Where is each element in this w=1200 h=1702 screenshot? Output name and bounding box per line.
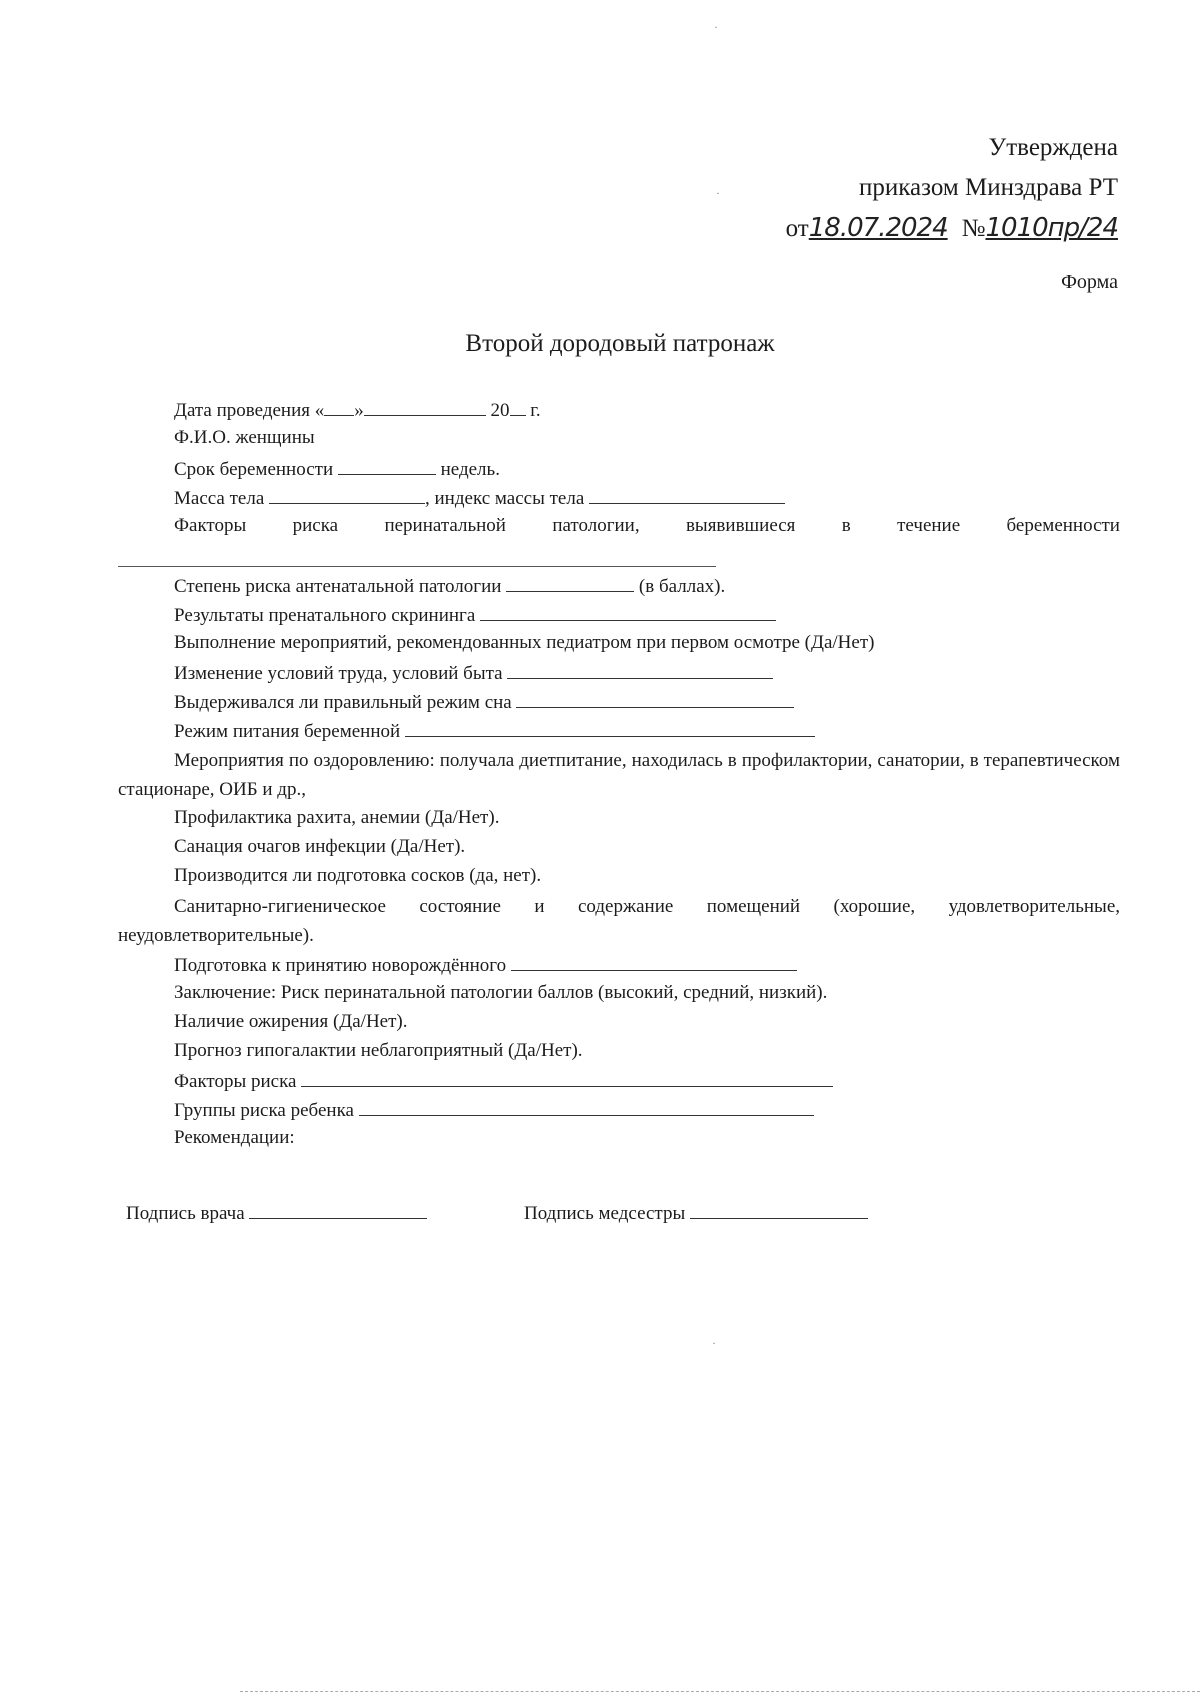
approval-number-handwritten: 1010пр/24 — [985, 213, 1118, 243]
conditions-label: Изменение условий труда, условий быта — [174, 663, 503, 684]
approval-block — [786, 128, 1118, 249]
field-nipples: Производится ли подготовка сосков (да, нет). — [174, 865, 542, 886]
field-sanation: Санация очагов инфекции (Да/Нет). — [174, 836, 466, 857]
date-year-prefix: 20 — [490, 400, 510, 421]
scan-edge-line — [240, 1691, 1200, 1692]
approval-line-2: приказом Минздрава РТ — [859, 174, 1118, 201]
scan-speck: · — [714, 20, 718, 34]
date-year-blank[interactable] — [510, 397, 526, 416]
risk-word: течение — [897, 515, 961, 536]
date-prefix: Дата проведения « — [174, 400, 325, 421]
sleep-blank[interactable] — [516, 689, 794, 708]
date-suffix: г. — [530, 400, 541, 421]
risk-word: беременности — [1006, 515, 1120, 536]
sleep-label: Выдерживался ли правильный режим сна — [174, 692, 512, 713]
field-nutrition — [174, 718, 815, 744]
page-title: Второй дородовый патронаж — [465, 330, 775, 357]
risk-word: в — [841, 515, 851, 536]
field-screening — [174, 602, 776, 628]
risk-degree-prefix: Степень риска антенатальной патологии — [174, 576, 502, 597]
doctor-signature-blank[interactable] — [249, 1200, 427, 1219]
nutrition-blank[interactable] — [405, 718, 815, 737]
field-risk-degree — [174, 573, 725, 599]
mass-mid: , индекс массы тела — [425, 488, 585, 509]
doctor-signature — [126, 1200, 427, 1225]
approval-date-handwritten: 18.07.2024 — [808, 213, 948, 243]
risk-word: риска — [292, 515, 339, 536]
field-health-measures: Мероприятия по оздоровлению: получала диетпитание, находилась в профилактории, санатории, в терапевтическом стационаре, ОИБ и др., — [118, 750, 1120, 800]
field-conditions — [174, 660, 773, 686]
field-sanitary: Санитарно-гигиеническое состояние и содержание помещений (хорошие, удовлетворительные, неудовлетворительные). — [118, 896, 1120, 946]
mass-blank[interactable] — [269, 485, 425, 504]
newborn-prep-label: Подготовка к принятию новорождённого — [174, 955, 507, 976]
conditions-blank[interactable] — [507, 660, 773, 679]
risk-word: выявившиеся — [685, 515, 796, 536]
mass-prefix: Масса тела — [174, 488, 265, 509]
risk-word: перинатальной — [384, 515, 506, 536]
field-child-risk-groups — [174, 1097, 814, 1123]
field-risk-factors — [174, 1068, 833, 1094]
scan-speck: · — [716, 186, 720, 200]
field-recommendations: Рекомендации: — [174, 1127, 295, 1148]
risk-word: патологии, — [552, 515, 640, 536]
bmi-blank[interactable] — [589, 485, 785, 504]
risk-factors-blank[interactable] — [118, 566, 716, 567]
approval-order-line — [786, 208, 1118, 249]
field-obesity: Наличие ожирения (Да/Нет). — [174, 1011, 408, 1032]
term-blank[interactable] — [338, 456, 436, 475]
nutrition-label: Режим питания беременной — [174, 721, 401, 742]
child-risk-groups-label: Группы риска ребенка — [174, 1100, 354, 1121]
form-label: Форма — [1061, 271, 1118, 293]
field-term — [174, 456, 500, 482]
field-fio: Ф.И.О. женщины — [174, 427, 315, 448]
risk-degree-suffix: (в баллах). — [638, 576, 726, 597]
field-conclusion: Заключение: Риск перинатальной патологии баллов (высокий, средний, низкий). — [174, 982, 828, 1003]
field-risk-factors-pregnancy — [174, 514, 1120, 538]
approval-line-1: Утверждена — [988, 134, 1118, 161]
newborn-prep-blank[interactable] — [511, 952, 797, 971]
field-rickets: Профилактика рахита, анемии (Да/Нет). — [174, 807, 500, 828]
nurse-signature-label: Подпись медсестры — [524, 1203, 686, 1224]
field-hypogalactia: Прогноз гипогалактии неблагоприятный (Да/Нет). — [174, 1040, 583, 1061]
doctor-signature-label: Подпись врача — [126, 1203, 245, 1224]
nurse-signature-blank[interactable] — [690, 1200, 868, 1219]
screening-label: Результаты пренатального скрининга — [174, 605, 476, 626]
scan-speck: · — [712, 1336, 716, 1350]
approval-number-label: № — [961, 215, 986, 242]
field-measures: Выполнение мероприятий, рекомендованных педиатром при первом осмотре (Да/Нет) — [174, 632, 875, 653]
term-prefix: Срок беременности — [174, 459, 334, 480]
risk-factors-label: Факторы риска — [174, 1071, 297, 1092]
child-risk-groups-blank[interactable] — [359, 1097, 814, 1116]
nurse-signature — [524, 1200, 868, 1225]
field-mass — [174, 485, 785, 511]
risk-word: Факторы — [174, 515, 247, 536]
date-month-blank[interactable] — [364, 397, 486, 416]
risk-factors-line-blank[interactable] — [301, 1068, 833, 1087]
date-mid: » — [354, 400, 364, 421]
risk-degree-blank[interactable] — [506, 573, 634, 592]
date-day-blank[interactable] — [324, 397, 354, 416]
term-suffix: недель. — [440, 459, 500, 480]
screening-blank[interactable] — [480, 602, 776, 621]
field-sleep — [174, 689, 794, 715]
field-date — [174, 397, 541, 423]
approval-from-label: от — [785, 215, 809, 242]
field-newborn-prep — [174, 952, 797, 978]
